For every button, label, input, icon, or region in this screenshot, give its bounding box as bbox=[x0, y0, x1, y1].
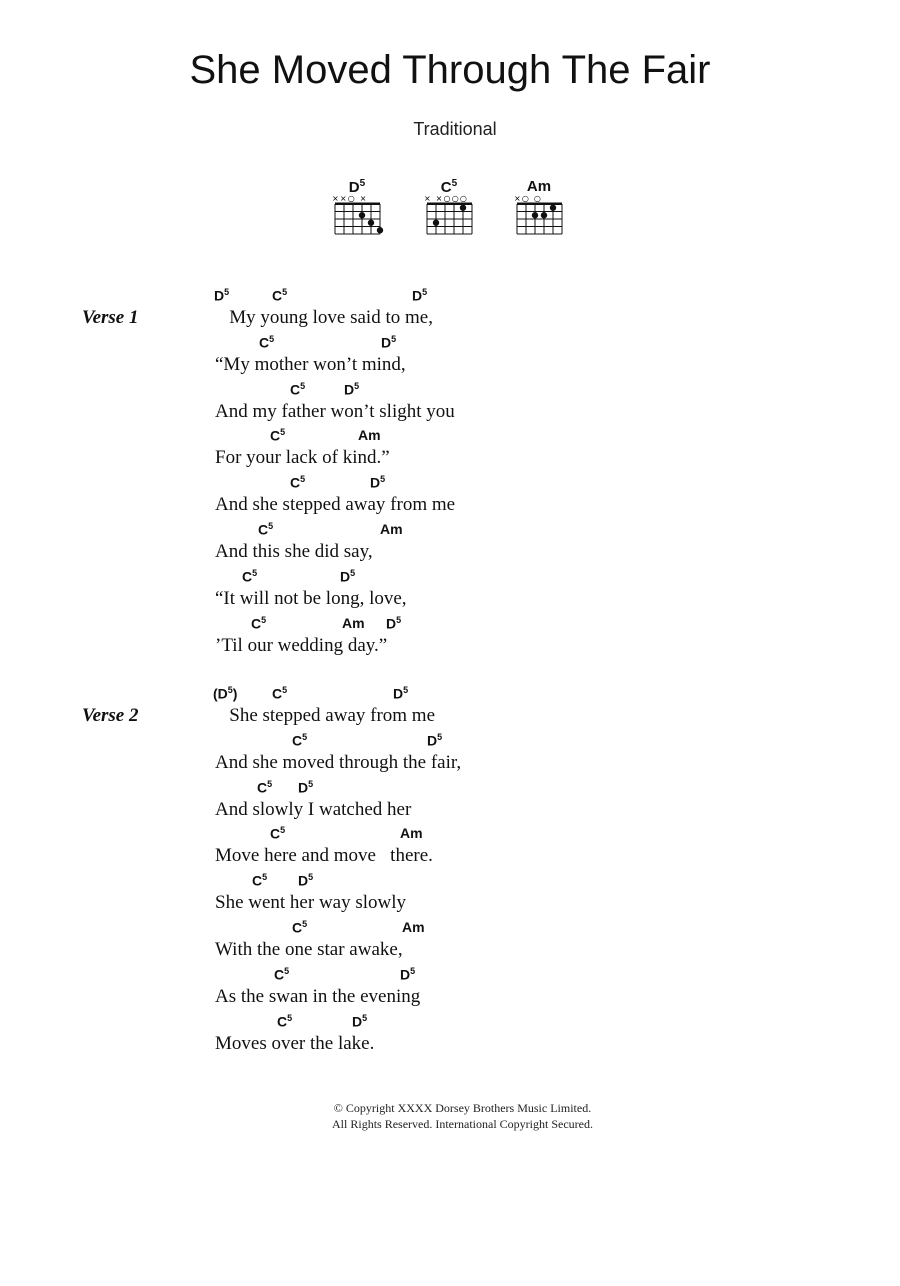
string-markers: ×○ ○ bbox=[514, 194, 543, 203]
chord-symbol: $D^5$ bbox=[370, 474, 386, 491]
chord-symbol: $D^5$ bbox=[298, 778, 314, 796]
chord-symbol: $C^5$ bbox=[292, 731, 308, 749]
finger-dot bbox=[377, 227, 383, 233]
chord-diagram-name: $D^5$ bbox=[348, 178, 366, 196]
copyright-line-1: © Copyright XXXX Dorsey Brothers Music Limited. bbox=[333, 1101, 592, 1115]
chord-symbol: $D^5$ bbox=[214, 287, 230, 304]
chord-symbol: $D^5$ bbox=[393, 685, 409, 702]
chord-symbol: $D^5$ bbox=[344, 380, 360, 398]
lyric-line: Moves over the lake. bbox=[215, 1032, 375, 1054]
fretboard-grid bbox=[424, 194, 480, 242]
finger-dot bbox=[460, 205, 466, 211]
chord-symbol: Am bbox=[402, 919, 425, 935]
lyric-line: She stepped away from me bbox=[215, 705, 436, 726]
verse-label: Verse 1 bbox=[82, 307, 139, 328]
chord-symbol: $C^5$ bbox=[252, 872, 268, 889]
chord-symbol: $C^5$ bbox=[290, 474, 306, 491]
chord-symbol: $C^5$ bbox=[251, 614, 267, 632]
chord-symbol: $D^5$ bbox=[340, 567, 356, 585]
nut bbox=[517, 203, 562, 206]
lyric-line: As the swan in the evening bbox=[215, 985, 421, 1007]
chord-symbol: $D^5$ bbox=[298, 872, 314, 889]
chord-symbol: $C^5$ bbox=[272, 287, 288, 304]
chord-symbol: $C^5$ bbox=[242, 567, 258, 585]
verse-label: Verse 2 bbox=[82, 705, 139, 726]
chord-symbol: $D^5$ bbox=[381, 333, 397, 351]
lyric-line: And she moved through the fair, bbox=[215, 751, 462, 773]
lyric-line: With the one star awake, bbox=[215, 939, 403, 960]
chord-symbol: Am bbox=[358, 427, 381, 444]
chord-symbol: $C^5$ bbox=[277, 1012, 293, 1030]
finger-dot bbox=[541, 212, 547, 218]
chord-symbol: $C^5$ bbox=[272, 685, 288, 702]
fretboard-grid bbox=[514, 194, 570, 242]
chord-symbol: $D^5$ bbox=[386, 614, 402, 632]
chord-diagram-am bbox=[514, 178, 574, 248]
finger-dot bbox=[359, 212, 365, 218]
chord-diagram-c bbox=[424, 178, 484, 248]
lyric-line: And this she did say, bbox=[215, 541, 373, 562]
lyric-line: And slowly I watched her bbox=[215, 798, 412, 820]
fretboard-grid bbox=[332, 194, 388, 242]
chord-symbol: $C^5$ bbox=[257, 778, 273, 796]
lyric-line: “My mother won’t mind, bbox=[215, 353, 406, 375]
finger-dot bbox=[368, 220, 374, 226]
chord-symbol: $C^5$ bbox=[258, 521, 274, 538]
composer-credit: Traditional bbox=[413, 119, 497, 139]
finger-dot bbox=[433, 220, 439, 226]
chord-symbol: $C^5$ bbox=[270, 825, 286, 843]
chord-symbol: $C^5$ bbox=[270, 427, 286, 445]
copyright-line-2: All Rights Reserved. International Copyright Secured. bbox=[332, 1117, 593, 1131]
chord-symbol: Am bbox=[380, 521, 403, 537]
lyric-line: My young love said to me, bbox=[215, 307, 433, 328]
chord-symbol: $C^5$ bbox=[274, 965, 290, 983]
lyric-line: “It will not be long, love, bbox=[215, 587, 407, 609]
lyric-line: ’Til our wedding day.” bbox=[215, 634, 388, 656]
chord-symbol: $(D^5)$ bbox=[213, 685, 238, 702]
string-markers: ××○ × bbox=[332, 194, 368, 203]
string-markers: × ×○○○ bbox=[424, 194, 469, 203]
lyric-line: And my father won’t slight you bbox=[215, 400, 455, 422]
lyric-line: Move here and move there. bbox=[215, 845, 433, 867]
chord-diagram-name: $C^5$ bbox=[440, 178, 458, 196]
chord-symbol: $C^5$ bbox=[290, 380, 306, 398]
chord-symbol: $D^5$ bbox=[412, 287, 428, 304]
chord-symbol: Am bbox=[342, 614, 365, 631]
chord-symbol: Am bbox=[400, 825, 423, 842]
chord-symbol: $C^5$ bbox=[259, 333, 275, 351]
lyric-line: And she stepped away from me bbox=[215, 494, 456, 516]
nut bbox=[427, 203, 472, 206]
chord-symbol: $D^5$ bbox=[352, 1012, 368, 1030]
chord-symbol: $D^5$ bbox=[400, 965, 416, 983]
lyric-line: She went her way slowly bbox=[215, 892, 407, 914]
finger-dot bbox=[550, 205, 556, 211]
nut bbox=[335, 203, 380, 206]
finger-dot bbox=[532, 212, 538, 218]
chord-diagram-d bbox=[332, 178, 392, 248]
chord-symbol: $D^5$ bbox=[427, 731, 443, 749]
song-title: She Moved Through The Fair bbox=[189, 48, 711, 92]
chord-symbol: $C^5$ bbox=[292, 919, 308, 936]
lyric-line: For your lack of kind.” bbox=[215, 447, 390, 469]
chord-diagram-name: Am bbox=[526, 178, 552, 195]
